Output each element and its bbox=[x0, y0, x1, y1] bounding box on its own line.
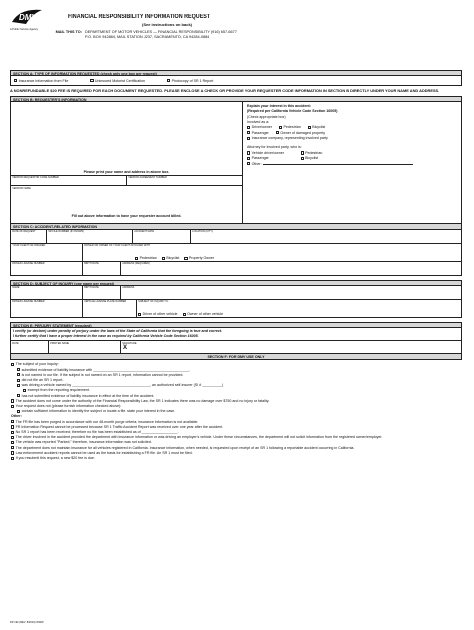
required-label: (Required per California Vehicle Code Section 16005) bbox=[247, 109, 338, 114]
option-insurance-info[interactable]: Insurance Information from File bbox=[14, 79, 68, 83]
d-license-number-field[interactable]: DRIVER LICENSE NUMBER bbox=[11, 300, 83, 318]
checkbox-c-property-owner[interactable] bbox=[184, 257, 187, 260]
other-title: Other: bbox=[11, 414, 22, 419]
section-d-row-2 bbox=[10, 300, 462, 318]
dmv-use-body bbox=[10, 360, 462, 463]
checkbox[interactable] bbox=[11, 425, 14, 428]
fill-note: Fill out above information to have your requester account billed. bbox=[71, 213, 182, 218]
checkbox[interactable] bbox=[23, 389, 26, 392]
involved-options-1: Driver/owner Pedestrian Bicyclist bbox=[247, 125, 457, 130]
mail-line-1: DEPARTMENT OF MOTOR VEHICLES — FINANCIAL RESPONSIBILITY (916) 657-6677 bbox=[85, 30, 237, 34]
form-page bbox=[10, 6, 462, 624]
dmv-line-text: The subject of your inquiry: bbox=[15, 362, 59, 367]
checkbox-bicyclist[interactable] bbox=[308, 126, 311, 129]
signature-row bbox=[10, 341, 462, 354]
attorney-options-1: Vehicle driver/owner Pedestrian bbox=[247, 151, 457, 156]
checkbox-att-bicyclist[interactable] bbox=[301, 157, 304, 160]
requester-address-box[interactable] bbox=[11, 102, 243, 223]
section-a-options bbox=[10, 76, 462, 86]
checkbox-pedestrian[interactable] bbox=[279, 126, 282, 129]
section-d-row-1 bbox=[10, 286, 462, 300]
c-birth-date-field[interactable]: BIRTH DATE bbox=[83, 262, 121, 276]
checkbox-owner-other[interactable] bbox=[183, 313, 186, 316]
dmv-line-text: contain sufficient information to identify the subject or locate a file. state your interest in the case. bbox=[21, 409, 176, 414]
interest-explanation bbox=[243, 102, 461, 223]
section-c-row-3 bbox=[10, 262, 462, 276]
e-date-field[interactable]: DATE bbox=[11, 341, 49, 354]
checkbox[interactable] bbox=[17, 394, 20, 397]
form-number: DP 192 (REV. 8/2019) WWW bbox=[10, 620, 44, 624]
other-line-text: No SR 1 report has been received; therefore no file has been established as of __________________. bbox=[15, 430, 179, 435]
checkbox-c-bicyclist[interactable] bbox=[162, 257, 165, 260]
checkbox-other[interactable] bbox=[247, 162, 250, 165]
d-plate-number-field[interactable]: VEHICLE LICENSE PLATE NUMBER bbox=[83, 300, 137, 318]
checkbox[interactable] bbox=[11, 451, 14, 454]
checkbox-driver-other[interactable] bbox=[138, 313, 141, 316]
print-note: Please print your name and address in above box. bbox=[83, 169, 170, 174]
checkbox[interactable] bbox=[11, 363, 14, 366]
accident-date-field[interactable]: ACCIDENT DATE bbox=[133, 230, 191, 244]
vendor-codes-row bbox=[11, 175, 242, 185]
section-b-body bbox=[10, 102, 462, 224]
checkbox[interactable] bbox=[11, 441, 14, 444]
signature-x: X bbox=[123, 345, 128, 352]
section-f-title: SECTION F: FOR DMV USE ONLY bbox=[10, 354, 462, 360]
other-line-text: FR Information Request cannot be processed because SR 1 Traffic Accident Report was received over one year after the accident. bbox=[15, 424, 224, 429]
section-a-title: SECTION A: TYPE OF INFORMATION REQUESTED (check only one box per request) bbox=[10, 70, 462, 76]
checkbox-vehicle-driver[interactable] bbox=[247, 151, 250, 154]
fee-notice: A NONREFUNDABLE $20 FEE IS REQUIRED FOR EACH DOCUMENT REQUESTED. PLEASE ENCLOSE A CHECK OR PROVIDE YOUR REQUESTER CODE INFORMATION IN SECTION B DIRECTLY UNDER YOUR NAME AND ADDRESS. bbox=[10, 88, 440, 94]
other-line-text: The driver involved in the accident provided the department with insurance information or was driving an employer's vehicle. Under these circumstances, the department will not solicit information from the registered owner/employer. bbox=[15, 435, 383, 440]
checkbox[interactable] bbox=[11, 457, 14, 460]
other-line-text: Law enforcement accident reports cannot be used as the basis for establishing a FR file. An SR 1 must be filed. bbox=[15, 450, 193, 455]
d-subject-is-field: SUBJECT OF INQUIRY IS: Driver of other vehicle Owner of other vehicle bbox=[138, 300, 224, 317]
attorney-options-2: Passenger Bicyclist bbox=[247, 156, 457, 161]
c-license-number-field[interactable]: DRIVER LICENSE NUMBER bbox=[11, 262, 83, 276]
client-insured-field[interactable]: YOUR CLIENT OR INSURED bbox=[11, 244, 83, 262]
vendor-code-field[interactable]: VENDOR REQUESTOR CODE NUMBER bbox=[11, 176, 127, 185]
checkbox[interactable] bbox=[11, 446, 14, 449]
date-of-request-field[interactable]: DATE OF REQUEST bbox=[11, 230, 47, 244]
checkbox[interactable] bbox=[11, 436, 14, 439]
other-input[interactable] bbox=[263, 164, 413, 165]
mail-to-address bbox=[44, 30, 237, 39]
checkbox-c-pedestrian[interactable] bbox=[135, 257, 138, 260]
location-city-field[interactable]: LOCATION (CITY) bbox=[192, 230, 213, 234]
checkbox[interactable] bbox=[17, 379, 20, 382]
dmv-line-text: is not named in our file. If the subject is not named on an SR 1 report, information cannot be provided. bbox=[21, 372, 184, 377]
checkbox-owner-property[interactable] bbox=[276, 131, 279, 134]
dmv-line-text: Your request does not (please furnish information checked above): bbox=[15, 404, 122, 409]
other-line-text: The department does not maintain insurance for all vehicles registered in California. Insurance information, when needed, is requested upon receipt of an SR 1 following a reportable accident occurring in California. bbox=[15, 445, 355, 450]
checkbox[interactable] bbox=[17, 368, 20, 371]
other-line-text: The FR file has been purged in accordance with our 48-month purge criteria; insurance information is not available. bbox=[15, 419, 199, 424]
perjury-line-1: I certify (or declare) under penalty of perjury under the laws of the State of California that the foregoing is true and correct. bbox=[13, 329, 223, 334]
d-birth-date-field[interactable]: BIRTH DATE bbox=[83, 286, 121, 300]
svg-text:DMV: DMV bbox=[19, 13, 37, 22]
dmv-line-text: exempt from the reporting requirement. bbox=[27, 388, 90, 393]
checkbox[interactable] bbox=[14, 79, 17, 82]
vendor-agreement-field[interactable]: VENDOR AGREEMENT NUMBER bbox=[128, 176, 167, 180]
involved-label: Involved as a: bbox=[247, 119, 270, 124]
insurance-option: Insurance company, representing involved party bbox=[247, 136, 457, 141]
row2-options: Pedestrian Bicyclist Property Owner bbox=[135, 256, 214, 260]
option-photocopy-sr1[interactable]: Photocopy of SR 1 Report bbox=[167, 79, 213, 83]
checkbox[interactable] bbox=[11, 405, 14, 408]
section-b-title: SECTION B: REQUESTER'S INFORMATION bbox=[10, 96, 462, 102]
dmv-line-text: did not file an SR 1 report. bbox=[21, 378, 64, 383]
dmv-line-text: submitted evidence of liability insurance with ________________________________________________. bbox=[21, 367, 191, 372]
checkbox-passenger[interactable] bbox=[247, 131, 250, 134]
checkbox[interactable] bbox=[167, 79, 170, 82]
other-option: Other: bbox=[247, 162, 457, 167]
checkbox-driver-owner[interactable] bbox=[247, 126, 250, 129]
involved-options-2: Passenger Owner of damaged property bbox=[247, 131, 457, 136]
dmv-line-text: has not submitted evidence of liability insurance in effect at the time of the accident. bbox=[21, 393, 155, 398]
mail-line-2: P.O. BOX 942884, MAIL STATION J237, SACRAMENTO, CA 94284-0884 bbox=[85, 34, 210, 39]
attorney-label: Attorney for involved party, who is: bbox=[247, 145, 302, 150]
section-c-row-1 bbox=[10, 230, 462, 244]
section-e-title: SECTION E: PERJURY STATEMENT (required) bbox=[10, 322, 462, 328]
checkbox-att-pedestrian[interactable] bbox=[301, 151, 304, 154]
form-title: FINANCIAL RESPONSIBILITY INFORMATION REQUEST bbox=[68, 14, 211, 20]
d-address-field[interactable]: ADDRESS bbox=[122, 286, 135, 290]
dmv-line-text: was driving a vehicle owned by _______________________________________, an authorized self-insurer (SI # __________) bbox=[21, 383, 224, 388]
perjury-statement bbox=[10, 328, 462, 342]
vendor-name-field[interactable]: VENDOR NAME bbox=[11, 185, 242, 209]
checkbox[interactable] bbox=[17, 373, 20, 376]
checkbox-insurance[interactable] bbox=[247, 137, 250, 140]
form-subtitle: (See instructions on back) bbox=[142, 22, 193, 27]
dmv-line-text: The accident does not come under the authority of the Financial Responsibility Law, the SR 1 indicates there was no damage over $750 and no injury or fatality. bbox=[15, 398, 270, 403]
agency-tagline: A Public Service Agency bbox=[10, 28, 38, 31]
section-d-title: SECTION D: SUBJECT OF INQUIRY (one name per request) bbox=[10, 280, 462, 286]
other-line-text: The vehicle was reported "Parked;" therefore, insurance information was not solicited. bbox=[15, 440, 152, 445]
checkbox[interactable] bbox=[11, 399, 14, 402]
e-signature-field[interactable]: SIGNATURE X bbox=[122, 342, 137, 352]
other-line bbox=[11, 456, 461, 461]
checkbox-att-passenger[interactable] bbox=[247, 157, 250, 160]
checkbox[interactable] bbox=[90, 79, 93, 82]
d-subject-options: Driver of other vehicle Owner of other vehicle bbox=[138, 312, 223, 316]
section-c-title: SECTION C: ACCIDENT-RELATED INFORMATION bbox=[10, 224, 462, 230]
checkbox[interactable] bbox=[11, 420, 14, 423]
driver-owner-field[interactable]: DRIVER OR OWNER OF YOUR CLIENT INVOLVED WITH Pedestrian Bicyclist Property Owner bbox=[84, 244, 215, 261]
checkbox[interactable] bbox=[17, 384, 20, 387]
c-address-field[interactable]: ADDRESS (REQUIRED) bbox=[122, 262, 150, 266]
check-label: (Check appropriate box) bbox=[247, 114, 286, 119]
other-line-text: If you resubmit this request, a new $20 fee is due. bbox=[15, 456, 95, 461]
checkbox[interactable] bbox=[11, 431, 14, 434]
section-c-row-2 bbox=[10, 244, 462, 262]
option-uninsured-cert[interactable]: Uninsured Motorist Certification bbox=[90, 79, 145, 83]
dmv-logo bbox=[10, 6, 44, 26]
explain-label: Explain your interest in this accident: bbox=[247, 103, 311, 108]
e-printed-name-field[interactable]: PRINTED NAME bbox=[49, 341, 121, 354]
d-name-field[interactable]: NAME bbox=[11, 286, 83, 300]
sr-file-number-field[interactable]: SR FILE NUMBER (IF KNOWN) bbox=[47, 230, 133, 244]
mail-label: MAIL THIS TO: bbox=[55, 30, 82, 34]
checkbox[interactable] bbox=[17, 410, 20, 413]
perjury-line-2: I further certify that I have a proper interest in the case as required by California Vehicle Code Section 16005. bbox=[13, 334, 199, 339]
form-header bbox=[10, 6, 462, 70]
